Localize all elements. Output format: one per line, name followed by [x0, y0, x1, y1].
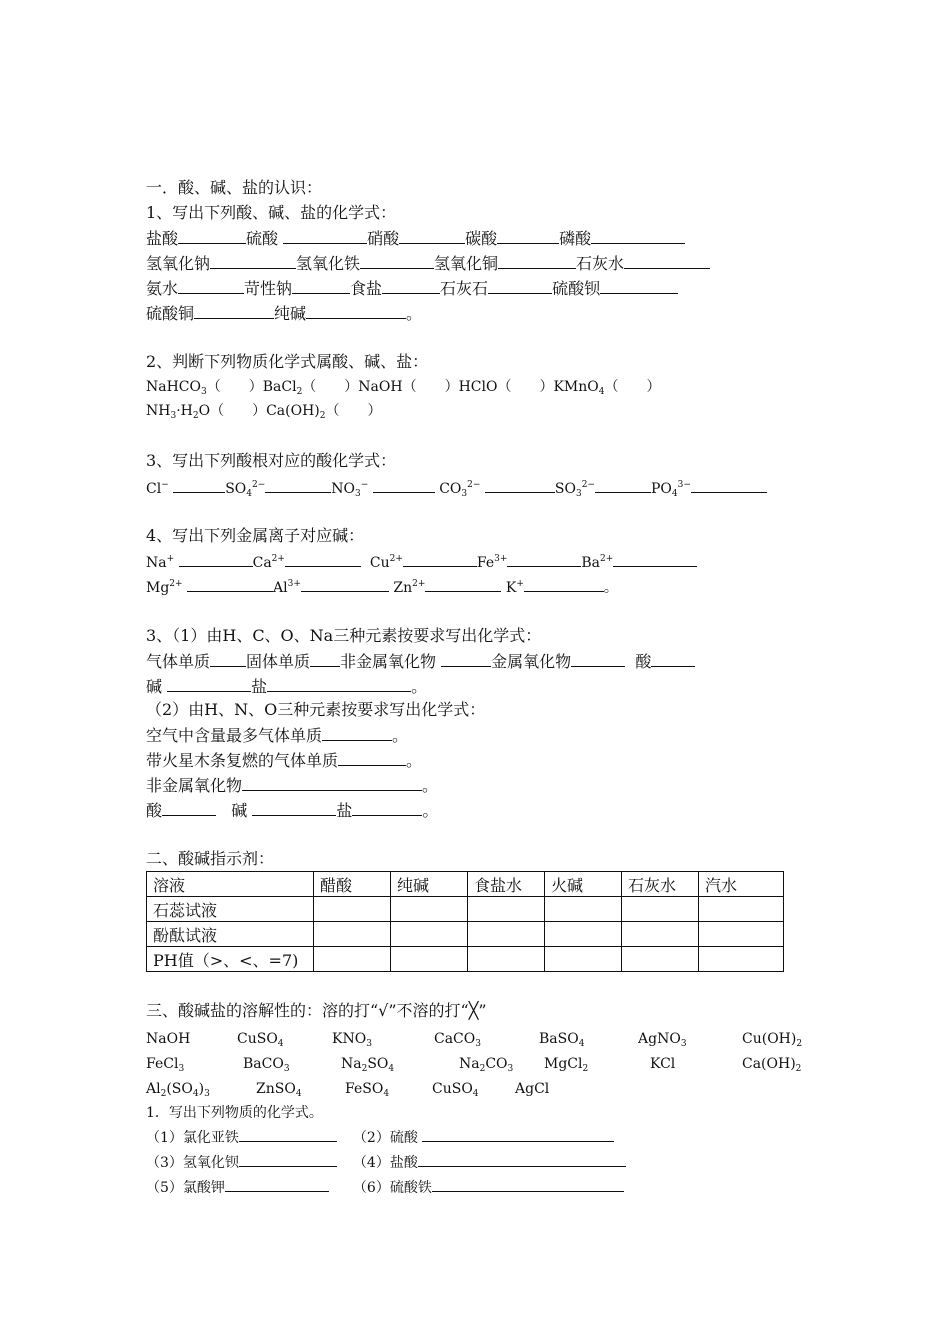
answer-blank[interactable] — [173, 477, 225, 493]
answer-cell[interactable] — [622, 947, 699, 972]
solubility-row-3 — [146, 1079, 826, 1099]
answer-blank[interactable] — [187, 576, 273, 592]
answer-blank[interactable] — [301, 576, 389, 592]
indicator-table — [146, 871, 784, 972]
answer-cell[interactable] — [391, 947, 468, 972]
q1-row-3: 氨水 苛性钠 食盐 石灰石 硫酸钡 — [146, 278, 678, 299]
compound-al2-so4-3[interactable]: $Al_2(SO_4)_3$ — [146, 1081, 210, 1099]
q2-title: 2、判断下列物质化学式属酸、碱、盐： — [146, 352, 429, 371]
answer-cell[interactable] — [545, 897, 622, 922]
compound-fecl3[interactable]: FeCl$_3$ — [146, 1056, 185, 1074]
answer-blank[interactable] — [292, 278, 350, 294]
answer-blank[interactable] — [310, 651, 340, 667]
answer-cell[interactable] — [468, 897, 545, 922]
answer-blank[interactable] — [485, 477, 555, 493]
compound-na2so4[interactable]: $Na_2SO_4$ — [341, 1056, 395, 1074]
table-header-row — [147, 872, 784, 897]
table-header-cell: 食盐水 — [468, 872, 545, 897]
compound-caco3[interactable]: CaCO$_3$ — [434, 1031, 481, 1049]
answer-cell[interactable] — [314, 897, 391, 922]
compound-mgcl2[interactable]: MgCl$_2$ — [544, 1056, 589, 1074]
answer-blank[interactable] — [267, 676, 411, 692]
answer-cell[interactable] — [468, 947, 545, 972]
table-row — [147, 922, 784, 947]
q5-sub-title: （2）由H、N、O三种元素按要求写出化学式： — [146, 700, 486, 719]
section-3-question-title: 1．写出下列物质的化学式。 — [146, 1105, 323, 1121]
answer-blank[interactable] — [591, 228, 685, 244]
answer-blank[interactable] — [167, 676, 251, 692]
q4-row-1: Na+ $Ca^{2+}$ $Cu^{2+}$ $Fe^{3+}$ $Ba^{2+}$ — [146, 551, 697, 573]
answer-blank[interactable] — [283, 228, 367, 244]
q5-sub-row-4: 酸 碱 盐 。 — [146, 801, 439, 820]
table-row-label: 酚酞试液 — [147, 922, 314, 947]
answer-blank[interactable] — [422, 1129, 614, 1142]
compound-kcl[interactable]: KCl — [650, 1056, 676, 1072]
answer-blank[interactable] — [352, 800, 422, 816]
table-row-label: PH值（>、<、=7) — [147, 947, 314, 972]
answer-cell[interactable] — [314, 947, 391, 972]
answer-blank[interactable] — [403, 551, 477, 567]
answer-blank[interactable] — [441, 651, 491, 667]
compound-feso4[interactable]: FeSO$_4$ — [345, 1081, 390, 1099]
q5-title: 3、（1）由H、C、O、Na三种元素按要求写出化学式： — [146, 626, 542, 645]
answer-blank[interactable] — [418, 1154, 626, 1167]
section-1-title: 一．酸、碱、盐的认识： — [146, 178, 323, 197]
answer-blank[interactable] — [239, 1129, 337, 1142]
table-header-cell: 汽水 — [699, 872, 784, 897]
compound-ca-oh-2[interactable]: $Ca(OH)_2$ — [742, 1056, 802, 1074]
table-row — [147, 947, 784, 972]
answer-blank[interactable] — [498, 253, 576, 269]
answer-blank[interactable] — [252, 800, 336, 816]
compound-kno3[interactable]: $KNO_3$ — [332, 1031, 372, 1049]
answer-blank[interactable] — [242, 775, 422, 791]
answer-blank[interactable] — [322, 725, 392, 741]
answer-cell[interactable] — [468, 922, 545, 947]
answer-cell[interactable] — [699, 947, 784, 972]
q1-title: 1、写出下列酸、碱、盐的化学式： — [146, 203, 397, 222]
answer-blank[interactable] — [162, 800, 216, 816]
answer-blank[interactable] — [425, 576, 501, 592]
answer-blank[interactable] — [285, 551, 361, 567]
table-header-cell: 溶液 — [147, 872, 314, 897]
q5-row-1: 气体单质 固体单质 非金属氧化物 金属氧化物 酸 — [146, 651, 695, 672]
answer-blank[interactable] — [382, 278, 440, 294]
compound-agcl[interactable]: AgCl — [515, 1081, 550, 1097]
answer-blank[interactable] — [613, 551, 697, 567]
answer-blank[interactable] — [651, 651, 695, 667]
table-header-cell: 纯碱 — [391, 872, 468, 897]
compound-baco3[interactable]: BaCO$_3$ — [243, 1056, 290, 1074]
answer-blank[interactable] — [691, 477, 767, 493]
compound-cuso4[interactable]: CuSO$_4$ — [237, 1031, 284, 1049]
answer-blank[interactable] — [225, 1179, 329, 1192]
formula-row-2: （3）氢氧化钡 （4）盐酸 — [146, 1153, 626, 1173]
answer-blank[interactable] — [432, 1179, 624, 1192]
table-header-cell: 火碱 — [545, 872, 622, 897]
answer-blank[interactable] — [210, 253, 296, 269]
q1-row-4: 硫酸铜 纯碱 。 — [146, 304, 423, 323]
answer-blank[interactable] — [507, 551, 581, 567]
compound-agno3[interactable]: AgNO$_3$ — [638, 1031, 687, 1049]
compound-cu-oh-2[interactable]: $Cu(OH)_2$ — [742, 1031, 803, 1049]
table-header-cell: 醋酸 — [314, 872, 391, 897]
compound-znso4[interactable]: ZnSO$_4$ — [256, 1081, 302, 1099]
answer-blank[interactable] — [210, 651, 246, 667]
q4-row-2: $Mg^{2+}$ $Al^{3+}$ $Zn^{2+}$ K+ 。 — [146, 576, 618, 598]
q5-row-2: 碱 盐 。 — [146, 677, 428, 696]
section-2-title: 二、酸碱指示剂： — [146, 849, 275, 868]
compound-cuso4-2[interactable]: CuSO$_4$ — [432, 1081, 479, 1099]
q1-row-2: 氢氧化钠 氢氧化铁 氢氧化铜 石灰水 — [146, 253, 710, 274]
q2-row-1: NaHCO$_3$（ ）BaCl$_2$（ ）NaOH（ ）HClO（ ）KMnO$_4$（ ） — [146, 379, 661, 397]
answer-cell[interactable] — [314, 922, 391, 947]
q5-sub-row-1: 空气中含量最多气体单质 。 — [146, 726, 409, 745]
table-header-cell: 石灰水 — [622, 872, 699, 897]
compound-baso4[interactable]: BaSO$_4$ — [539, 1031, 585, 1049]
answer-blank[interactable] — [306, 303, 406, 319]
answer-blank[interactable] — [600, 278, 678, 294]
answer-blank[interactable] — [265, 477, 331, 493]
answer-cell[interactable] — [699, 897, 784, 922]
answer-cell[interactable] — [391, 897, 468, 922]
solubility-row-1 — [146, 1029, 826, 1049]
answer-blank[interactable] — [488, 278, 552, 294]
answer-blank[interactable] — [373, 477, 435, 493]
compound-naoh[interactable]: NaOH — [146, 1031, 191, 1047]
answer-blank[interactable] — [239, 1154, 337, 1167]
answer-cell[interactable] — [545, 922, 622, 947]
answer-blank[interactable] — [194, 303, 274, 319]
answer-blank[interactable] — [497, 228, 559, 244]
answer-cell[interactable] — [545, 947, 622, 972]
section-3-title: 三、酸碱盐的溶解性的：溶的打“√”不溶的打“╳” — [146, 1001, 487, 1020]
answer-blank[interactable] — [571, 651, 625, 667]
solubility-row-2 — [146, 1054, 826, 1074]
answer-blank[interactable] — [595, 477, 651, 493]
q1-row-1: 盐酸 硫酸 硝酸 碳酸 磷酸 — [146, 228, 685, 249]
answer-blank[interactable] — [360, 253, 434, 269]
formula-row-1: （1）氯化亚铁 （2）硫酸 — [146, 1128, 614, 1148]
answer-blank[interactable] — [624, 253, 710, 269]
answer-blank[interactable] — [178, 278, 244, 294]
q5-sub-row-2: 带火星木条复燃的气体单质 。 — [146, 751, 423, 770]
q3-title: 3、写出下列酸根对应的酸化学式： — [146, 451, 397, 470]
answer-blank[interactable] — [179, 551, 253, 567]
compound-na2co3[interactable]: $Na_2CO_3$ — [459, 1056, 514, 1074]
answer-cell[interactable] — [391, 922, 468, 947]
q5-sub-row-3: 非金属氧化物 。 — [146, 776, 439, 795]
answer-blank[interactable] — [399, 228, 465, 244]
answer-cell[interactable] — [699, 922, 784, 947]
table-row-label: 石蕊试液 — [147, 897, 314, 922]
formula-row-3: （5）氯酸钾 （6）硫酸铁 — [146, 1178, 624, 1198]
answer-blank[interactable] — [178, 228, 246, 244]
table-row — [147, 897, 784, 922]
q3-row: Cl− $SO_4^{2-}$ $NO_3^-$ $CO_3^{2-}$ $SO_3^{2-}$ $PO_4^{3-}$ — [146, 477, 767, 499]
answer-cell[interactable] — [622, 922, 699, 947]
answer-blank[interactable] — [524, 576, 604, 592]
q2-row-2: $NH_3\cdot H_2O$（ ）$Ca(OH)_2$（ ） — [146, 403, 382, 421]
q4-title: 4、写出下列金属离子对应碱： — [146, 526, 365, 545]
answer-cell[interactable] — [622, 897, 699, 922]
answer-blank[interactable] — [338, 750, 406, 766]
